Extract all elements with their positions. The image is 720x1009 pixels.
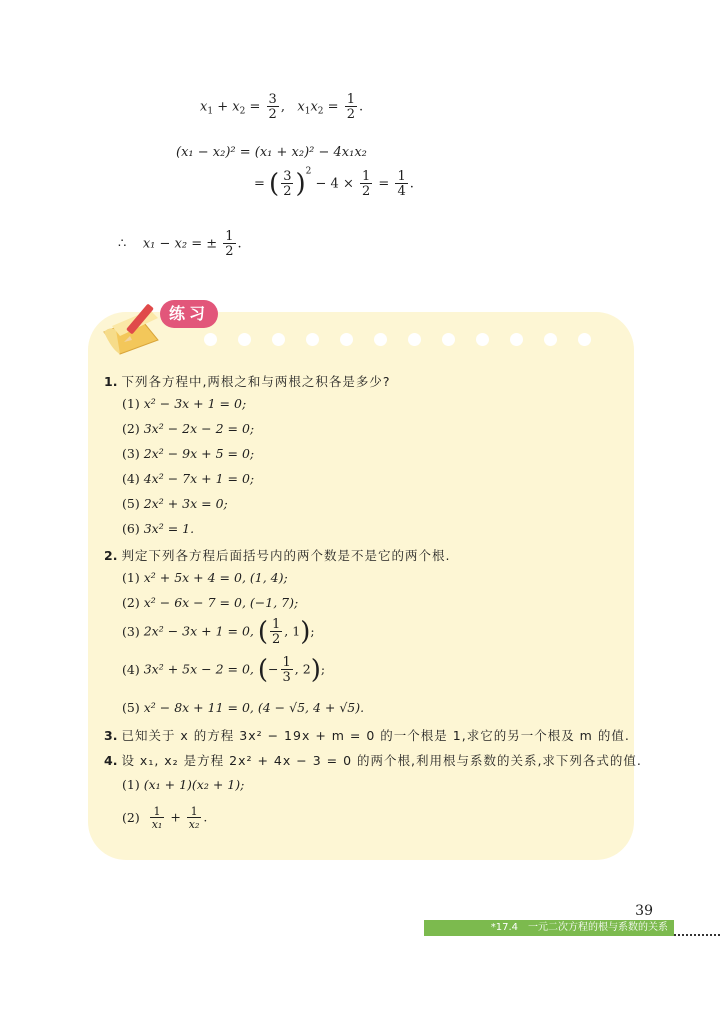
- solution-line-1: $x_1 + x_2$ = $\frac{3}{2}$ , $x_1x_2$ = $\frac{1}{2}$ .: [200, 92, 364, 122]
- solution-line-2: (x₁ − x₂)² = (x₁ + x₂)² − 4x₁x₂: [176, 145, 367, 160]
- footer-dotted-line: [674, 934, 720, 936]
- list-item: (4) 3x² + 5x − 2 = 0, (− $\frac{1}{3}$ , 2);: [122, 655, 326, 685]
- question-1: 1. 下列各方程中,两根之和与两根之积各是多少?: [104, 374, 391, 389]
- page-number: 39: [635, 903, 653, 919]
- fraction: $\frac{3}{2}$: [268, 92, 277, 122]
- list-item: (6) 3x² = 1.: [122, 521, 195, 536]
- question-2: 2. 判定下列各方程后面括号内的两个数是不是它的两个根.: [104, 548, 451, 563]
- list-item: (5) 2x² + 3x = 0;: [122, 496, 228, 511]
- list-item: (4) 4x² − 7x + 1 = 0;: [122, 471, 255, 486]
- solution-line-3: = ( $\frac{3}{2}$ )$^2$ − 4 × $\frac{1}{2}$ = $\frac{1}{4}$ .: [254, 166, 414, 199]
- decorative-dots: [204, 333, 604, 349]
- exercise-title: 练习: [168, 304, 209, 323]
- list-item: (2) x² − 6x − 7 = 0, (−1, 7);: [122, 595, 299, 610]
- list-item: (1) x² + 5x + 4 = 0, (1, 4);: [122, 570, 288, 585]
- list-item: (3) 2x² − 3x + 1 = 0, ( $\frac{1}{2}$ , 1);: [122, 617, 315, 647]
- fraction: $\frac{1}{2}$: [346, 92, 355, 122]
- list-item: (1) (x₁ + 1)(x₂ + 1);: [122, 777, 245, 792]
- section-title: *17.4 一元二次方程的根与系数的关系: [490, 922, 668, 933]
- question-4: 4. 设 x₁, x₂ 是方程 2x² + 4x − 3 = 0 的两个根,利用根与系数的关系,求下列各式的值.: [104, 753, 642, 768]
- list-item: (5) x² − 8x + 11 = 0, (4 − √5, 4 + √5).: [122, 700, 365, 715]
- question-3: 3. 已知关于 x 的方程 3x² − 19x + m = 0 的一个根是 1,求它的另一个根及 m 的值.: [104, 728, 630, 743]
- solution-line-4: ∴ x₁ − x₂ = ± $\frac{1}{2}$ .: [118, 229, 242, 259]
- list-item: (2) $\frac{1}{\text{x₁}}$ + $\frac{1}{\text{x₂}}$ .: [122, 805, 208, 831]
- list-item: (3) 2x² − 9x + 5 = 0;: [122, 446, 255, 461]
- list-item: (1) x² − 3x + 1 = 0;: [122, 396, 247, 411]
- list-item: (2) 3x² − 2x − 2 = 0;: [122, 421, 255, 436]
